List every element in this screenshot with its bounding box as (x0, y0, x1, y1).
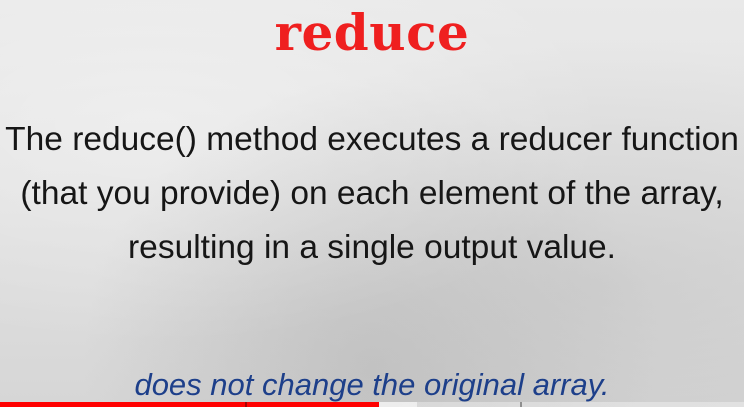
slide-title: reduce (274, 3, 470, 62)
chapter-marker[interactable] (520, 402, 522, 407)
description-line: The reduce() method executes a reducer function (5, 121, 739, 158)
chapter-marker[interactable] (245, 402, 247, 407)
description-line: resulting in a single output value. (128, 229, 616, 266)
slide-description (0, 113, 744, 275)
progress-played (0, 402, 379, 407)
description-line: (that you provide) on each element of the array, (20, 175, 724, 212)
video-progress-bar[interactable] (0, 402, 744, 407)
slide-note: does not change the original array. (134, 367, 610, 402)
